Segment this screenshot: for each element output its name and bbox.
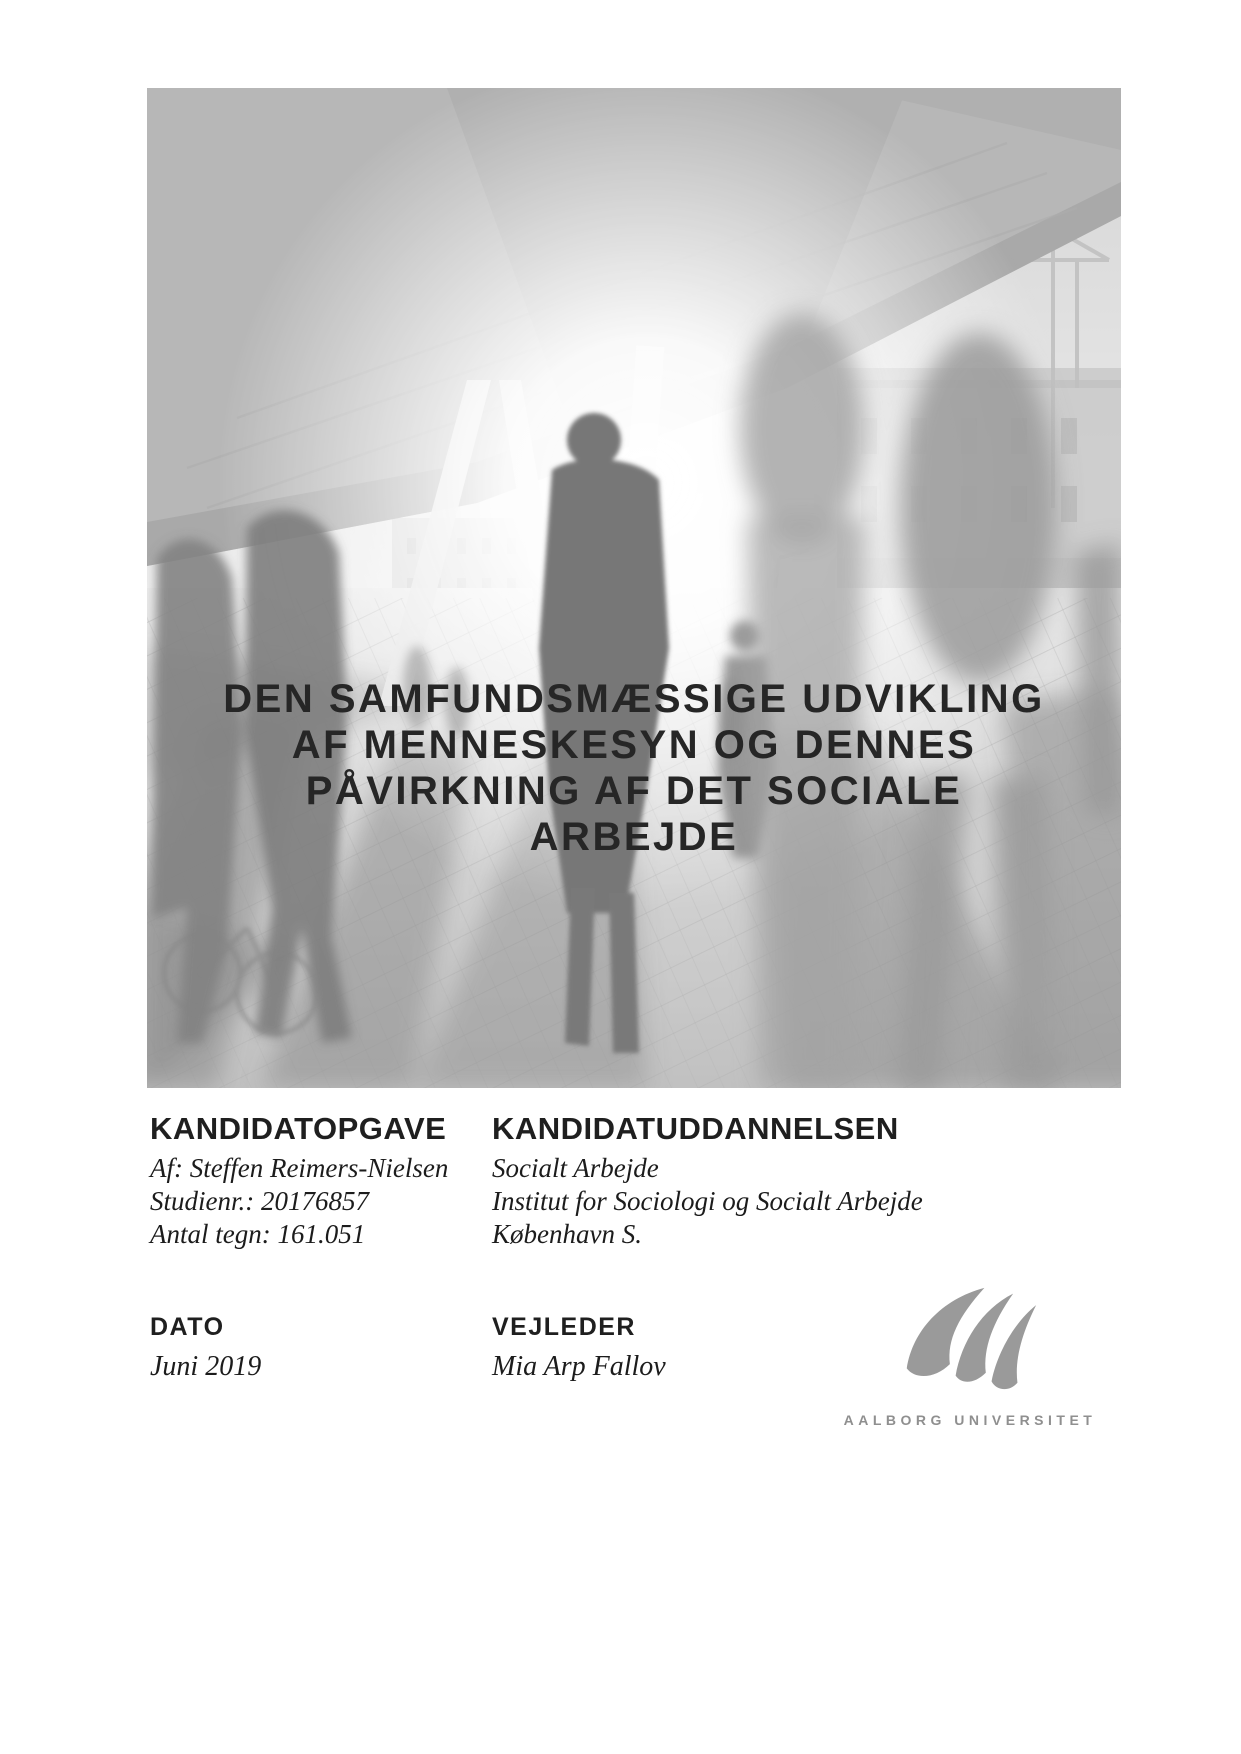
section-heading-kandidatopgave: KANDIDATOPGAVE <box>150 1111 447 1146</box>
street-scene-photo-art <box>147 88 1121 1088</box>
character-count-line: Antal tegn: 161.051 <box>150 1219 366 1249</box>
title-line-4: ARBEJDE <box>529 815 739 859</box>
thesis-title <box>147 676 1121 860</box>
institute-line: Institut for Sociologi og Socialt Arbejde <box>492 1186 923 1216</box>
photo-fade-overlay <box>147 88 1121 1088</box>
section-heading-kandidatuddannelsen: KANDIDATUDDANNELSEN <box>492 1111 899 1146</box>
cover-photo <box>147 88 1121 1088</box>
author-line: Af: Steffen Reimers-Nielsen <box>150 1153 449 1183</box>
aalborg-university-logo-text: AALBORG UNIVERSITET <box>843 1412 1097 1428</box>
title-line-1: DEN SAMFUNDSMÆSSIGE UDVIKLING <box>223 677 1045 721</box>
supervisor-value: Mia Arp Fallov <box>492 1351 666 1382</box>
section-heading-dato: DATO <box>150 1313 225 1341</box>
programme-line: Socialt Arbejde <box>492 1153 659 1183</box>
student-number-line: Studienr.: 20176857 <box>150 1186 369 1216</box>
section-heading-vejleder: VEJLEDER <box>492 1313 636 1341</box>
title-line-3: PÅVIRKNING AF DET SOCIALE <box>305 769 963 813</box>
city-line: København S. <box>492 1219 642 1249</box>
aalborg-university-logo-icon <box>895 1285 1045 1400</box>
date-value: Juni 2019 <box>150 1351 262 1382</box>
title-line-2: AF MENNESKESYN OG DENNES <box>291 723 977 767</box>
